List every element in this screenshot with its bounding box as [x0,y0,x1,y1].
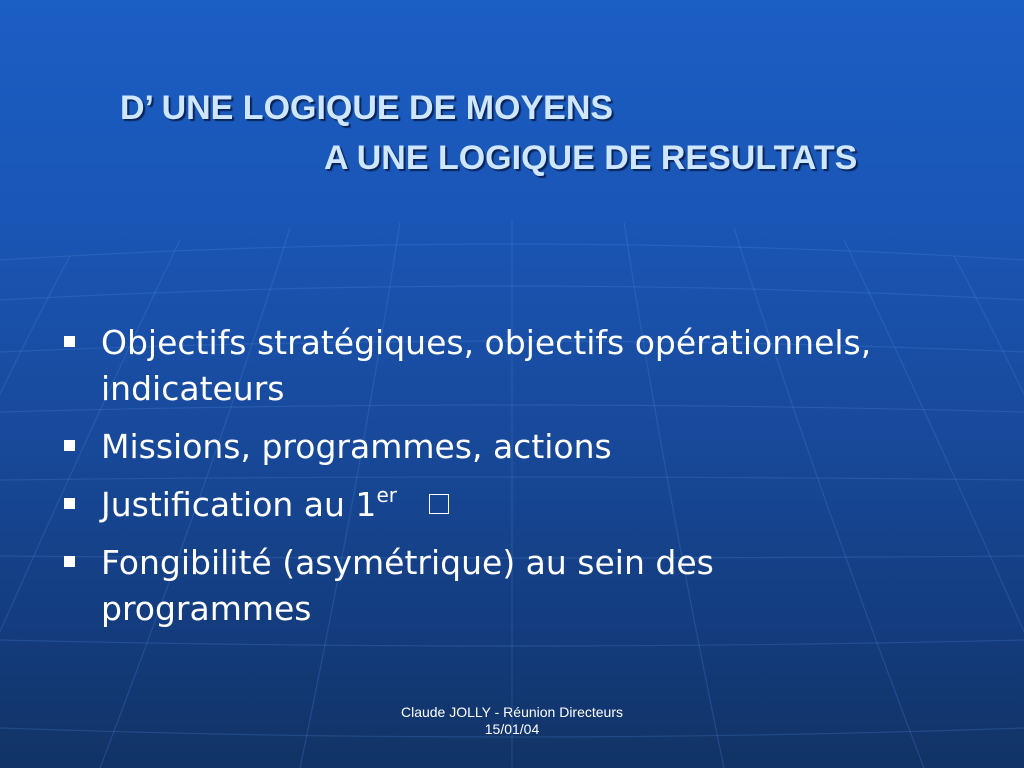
bullet-text: Fongibilité (asymétrique) au sein des programmes [101,543,714,628]
bullet-text-justification [101,482,881,528]
footer-date: 15/01/04 [484,721,540,737]
bullet-text: Missions, programmes, actions [101,427,612,466]
square-bullet-icon [64,440,75,451]
square-bullet-icon [64,498,75,509]
bullet-text: Objectifs stratégiques, objectifs opérationnels, indicateurs [101,323,872,408]
slide-footer [362,704,662,738]
square-bullet-icon [64,336,75,347]
footer-author: Claude JOLLY - Réunion Directeurs [400,704,624,720]
title-line-2: A UNE LOGIQUE DE RESULTATS [324,139,858,177]
title-line-1: D’ UNE LOGIQUE DE MOYENS [120,89,614,127]
square-bullet-icon [64,556,75,567]
bullet-text: Justification au 1 [101,485,377,524]
superscript-er: er [376,483,397,507]
empty-box-icon [429,494,449,514]
